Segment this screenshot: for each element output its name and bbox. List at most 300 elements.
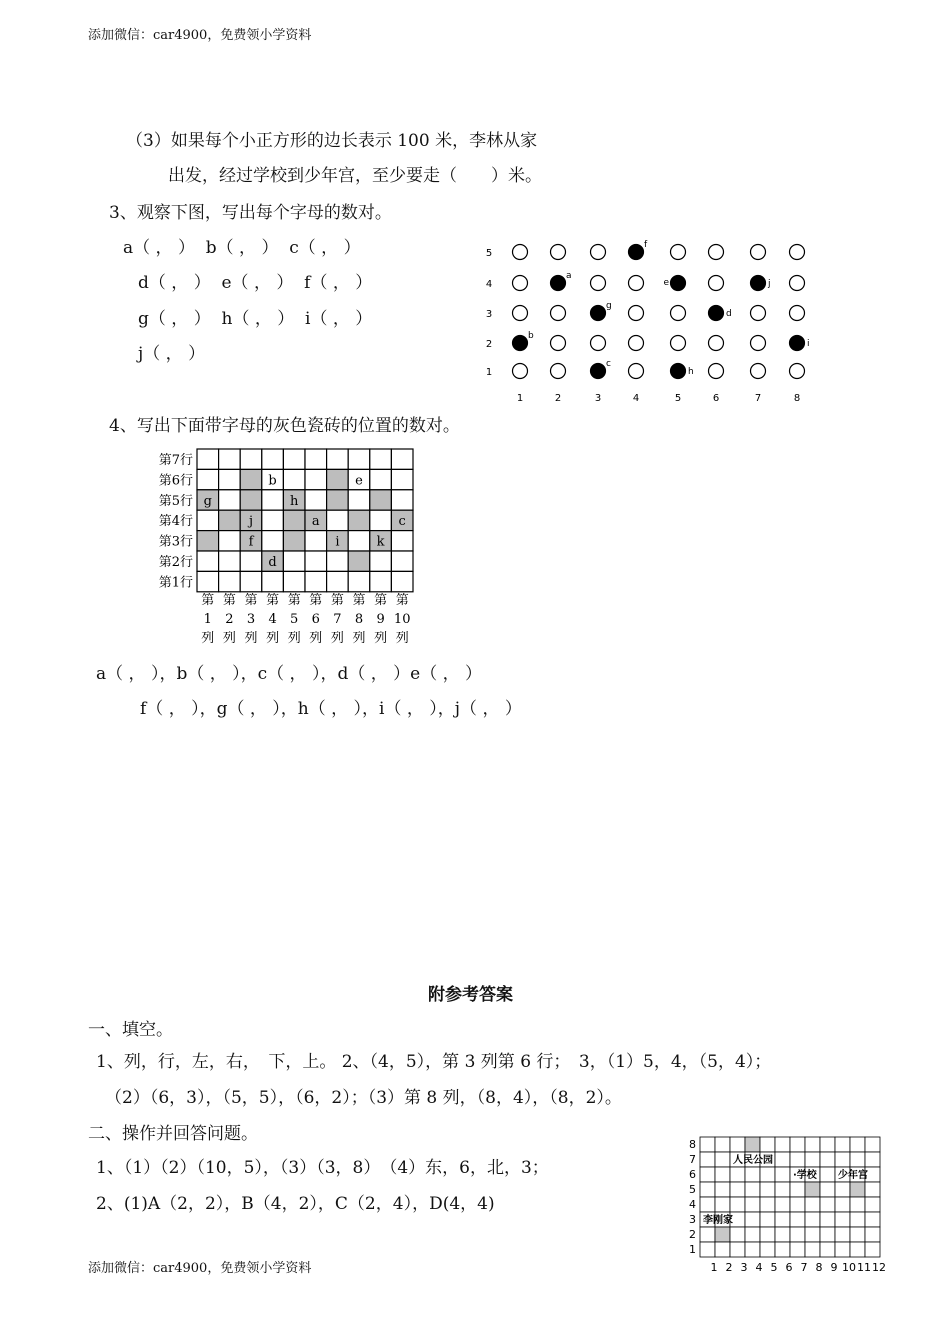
dot-grid-x-label: 4: [632, 393, 640, 404]
gray-tile: [240, 469, 262, 489]
map-x-label: 5: [770, 1261, 778, 1274]
filled-dot: [551, 276, 566, 291]
empty-dot: [629, 276, 644, 291]
map-cell: [700, 1242, 715, 1257]
empty-dot: [790, 276, 805, 291]
empty-dot: [751, 364, 766, 379]
empty-dot: [751, 336, 766, 351]
tile-letter: b: [268, 473, 277, 489]
s3-answer-row-2: d（ ， ） e（ ， ） f（ ， ）: [138, 273, 373, 293]
map-y-label: 1: [689, 1243, 696, 1256]
map-cell: [730, 1167, 745, 1182]
tile-letter: i: [335, 534, 340, 550]
tile-col-label: 第: [395, 593, 409, 608]
filled-dot: [671, 364, 686, 379]
dot-letter-label: h: [688, 367, 694, 377]
empty-dot: [629, 336, 644, 351]
map-cell: [865, 1152, 880, 1167]
map-cell: [820, 1167, 835, 1182]
tile-col-label: 9: [376, 612, 385, 627]
tile-col-label: 7: [333, 612, 342, 627]
map-cell: [715, 1242, 730, 1257]
map-cell: [865, 1137, 880, 1152]
map-cell: [730, 1182, 745, 1197]
white-tile: [283, 449, 305, 469]
map-cell: [820, 1242, 835, 1257]
tile-col-label: 第: [352, 593, 366, 608]
map-cell: [790, 1137, 805, 1152]
tile-col-label: 5: [290, 612, 299, 627]
map-cell: [820, 1182, 835, 1197]
tile-col-label: 第: [330, 593, 344, 608]
empty-dot: [513, 245, 528, 260]
map-place-label: 人民公园: [733, 1155, 773, 1166]
tile-col-label: 第: [244, 593, 258, 608]
answers-section2: 二、操作并回答问题。: [88, 1124, 258, 1144]
tile-row-label: 第2行: [158, 555, 193, 570]
tile-col-label: 第: [222, 593, 236, 608]
white-tile: [262, 490, 284, 510]
empty-dot: [591, 245, 606, 260]
empty-dot: [591, 336, 606, 351]
q3-line2: 出发，经过学校到少年宫，至少要走（ ）米。: [168, 166, 542, 186]
map-cell: [835, 1242, 850, 1257]
filled-dot: [591, 364, 606, 379]
s3-answer-row-4: j（ ， ）: [138, 344, 206, 364]
tile-col-label: 列: [244, 631, 258, 646]
filled-dot: [513, 336, 528, 351]
section3-title: 3、观察下图，写出每个字母的数对。: [109, 203, 392, 223]
empty-dot: [790, 245, 805, 260]
dot-grid-x-label: 2: [554, 393, 562, 404]
map-gray-cell: [805, 1182, 820, 1197]
map-cell: [730, 1242, 745, 1257]
map-y-label: 5: [689, 1183, 696, 1196]
white-tile: [370, 449, 392, 469]
tile-col-label: 第: [266, 593, 280, 608]
map-x-label: 3: [740, 1261, 748, 1274]
white-tile: [327, 449, 349, 469]
map-x-label: 10: [842, 1261, 856, 1274]
map-cell: [745, 1167, 760, 1182]
white-tile: [327, 510, 349, 530]
dot-grid-y-label: 2: [485, 339, 493, 350]
empty-dot: [751, 306, 766, 321]
white-tile: [262, 531, 284, 551]
section4-title: 4、写出下面带字母的灰色瓷砖的位置的数对。: [109, 416, 460, 436]
tile-letter: g: [203, 493, 212, 509]
map-x-label: 9: [830, 1261, 838, 1274]
map-cell: [745, 1212, 760, 1227]
white-tile: [219, 551, 241, 571]
empty-dot: [629, 364, 644, 379]
map-cell: [850, 1212, 865, 1227]
map-cell: [715, 1152, 730, 1167]
tile-col-label: 2: [225, 612, 234, 627]
map-cell: [775, 1152, 790, 1167]
map-cell: [835, 1182, 850, 1197]
dot-grid-x-label: 8: [793, 393, 801, 404]
tile-col-label: 列: [266, 631, 280, 646]
empty-dot: [513, 364, 528, 379]
map-cell: [775, 1167, 790, 1182]
gray-tile: [283, 531, 305, 551]
map-cell: [745, 1227, 760, 1242]
white-tile: [391, 531, 413, 551]
map-cell: [865, 1197, 880, 1212]
tile-row-label: 第4行: [158, 514, 193, 530]
white-tile: [391, 490, 413, 510]
tile-row-label: 第1行: [158, 575, 193, 591]
filled-dot: [751, 276, 766, 291]
tile-col-label: 10: [393, 612, 411, 627]
white-tile: [197, 571, 219, 591]
map-cell: [790, 1182, 805, 1197]
map-x-label: 12: [872, 1261, 886, 1274]
map-cell: [805, 1212, 820, 1227]
answers-line4: 2、(1)A（2，2），B（4，2），C（2，4），D(4，4): [96, 1194, 495, 1214]
map-cell: [700, 1167, 715, 1182]
map-cell: [835, 1197, 850, 1212]
map-cell: [835, 1137, 850, 1152]
s4-answer-row-2: f（ ， ），g（ ， ），h（ ， ），i（ ， ），j（ ， ）: [140, 699, 522, 719]
dot-grid-x-label: 1: [516, 393, 524, 404]
map-cell: [715, 1182, 730, 1197]
map-cell: [820, 1212, 835, 1227]
map-place-label: ·学校: [793, 1170, 817, 1181]
map-cell: [835, 1212, 850, 1227]
filled-dot: [629, 245, 644, 260]
filled-dot: [591, 306, 606, 321]
map-cell: [715, 1197, 730, 1212]
white-tile: [305, 551, 327, 571]
empty-dot: [551, 306, 566, 321]
tile-col-label: 8: [354, 612, 364, 627]
map-cell: [760, 1197, 775, 1212]
empty-dot: [513, 276, 528, 291]
map-cell: [760, 1242, 775, 1257]
white-tile: [305, 531, 327, 551]
white-tile: [305, 490, 327, 510]
empty-dot: [551, 245, 566, 260]
dot-letter-label: j: [768, 279, 771, 289]
gray-tile: [197, 531, 219, 551]
empty-dot: [513, 306, 528, 321]
empty-dot: [790, 364, 805, 379]
empty-dot: [551, 364, 566, 379]
gray-tile: [240, 490, 262, 510]
map-y-label: 2: [689, 1228, 696, 1241]
white-tile: [219, 469, 241, 489]
tile-letter: a: [311, 514, 320, 530]
white-tile: [370, 571, 392, 591]
dot-grid-y-label: 1: [485, 367, 493, 378]
tile-row-label: 第7行: [158, 453, 193, 468]
white-tile: [262, 449, 284, 469]
map-cell: [700, 1182, 715, 1197]
answers-section1: 一、填空。: [88, 1020, 173, 1040]
white-tile: [283, 551, 305, 571]
map-cell: [715, 1167, 730, 1182]
map-cell: [700, 1152, 715, 1167]
dot-grid-x-label: 3: [594, 393, 602, 404]
dot-letter-label: b: [528, 331, 534, 341]
dot-grid-x-label: 6: [712, 393, 720, 404]
empty-dot: [709, 364, 724, 379]
page-header: 添加微信：car4900，免费领小学资料: [88, 28, 312, 43]
white-tile: [348, 449, 370, 469]
tile-letter: d: [268, 555, 277, 570]
tile-letter: j: [248, 514, 254, 530]
map-cell: [790, 1242, 805, 1257]
map-cell: [790, 1227, 805, 1242]
mini-map-figure: [686, 1135, 886, 1280]
dot-letter-label: c: [606, 359, 611, 369]
map-cell: [715, 1137, 730, 1152]
page-footer: 添加微信：car4900，免费领小学资料: [88, 1261, 312, 1276]
tile-letter: f: [248, 534, 254, 550]
tile-col-label: 列: [309, 631, 323, 646]
dot-letter-label: i: [807, 339, 810, 349]
map-cell: [805, 1197, 820, 1212]
map-cell: [850, 1242, 865, 1257]
map-cell: [760, 1227, 775, 1242]
empty-dot: [751, 245, 766, 260]
gray-tile: [348, 551, 370, 571]
s3-answer-row-1: a（ ， ） b（ ， ） c（ ， ）: [123, 238, 361, 258]
map-x-label: 6: [785, 1261, 793, 1274]
white-tile: [240, 449, 262, 469]
tile-col-label: 列: [222, 631, 236, 646]
tile-grid-figure: [140, 446, 430, 646]
dot-grid-x-label: 5: [674, 393, 682, 404]
white-tile: [219, 571, 241, 591]
empty-dot: [709, 245, 724, 260]
map-cell: [700, 1137, 715, 1152]
white-tile: [197, 469, 219, 489]
tile-row-label: 第6行: [158, 473, 193, 489]
filled-dot: [790, 336, 805, 351]
tile-letter: k: [376, 534, 385, 550]
tile-col-label: 列: [395, 631, 409, 646]
white-tile: [348, 571, 370, 591]
map-y-label: 6: [689, 1168, 696, 1181]
dot-letter-label: a: [566, 271, 572, 281]
dot-grid-y-label: 3: [485, 309, 493, 320]
dot-letter-label: d: [726, 309, 732, 319]
map-cell: [850, 1152, 865, 1167]
tile-col-label: 1: [203, 612, 212, 627]
white-tile: [240, 571, 262, 591]
empty-dot: [671, 245, 686, 260]
tile-col-label: 列: [201, 631, 215, 646]
dot-grid-x-label: 7: [754, 393, 762, 404]
map-y-label: 7: [689, 1153, 696, 1166]
empty-dot: [709, 336, 724, 351]
tile-letter: e: [355, 473, 363, 489]
empty-dot: [591, 276, 606, 291]
tile-row-label: 第5行: [158, 493, 193, 509]
map-cell: [790, 1197, 805, 1212]
map-y-label: 3: [689, 1213, 696, 1226]
white-tile: [391, 449, 413, 469]
empty-dot: [790, 306, 805, 321]
white-tile: [219, 449, 241, 469]
map-cell: [805, 1152, 820, 1167]
tile-letter: h: [290, 493, 299, 509]
map-cell: [745, 1197, 760, 1212]
gray-tile: [219, 510, 241, 530]
white-tile: [283, 469, 305, 489]
map-cell: [805, 1242, 820, 1257]
white-tile: [283, 571, 305, 591]
gray-tile: [327, 469, 349, 489]
tile-col-label: 第: [201, 593, 215, 608]
answers-line1: 1、列，行，左，右， 下，上。 2、（4，5），第 3 列第 6 行； 3，（1）5，4，（5，4）；: [96, 1052, 772, 1072]
map-cell: [835, 1152, 850, 1167]
white-tile: [348, 531, 370, 551]
tile-col-label: 6: [311, 612, 320, 627]
map-cell: [850, 1137, 865, 1152]
empty-dot: [671, 336, 686, 351]
dot-grid-y-label: 5: [485, 248, 493, 259]
tile-col-label: 列: [330, 631, 344, 646]
empty-dot: [671, 306, 686, 321]
empty-dot: [709, 276, 724, 291]
dot-letter-label: g: [606, 301, 612, 311]
gray-tile: [348, 510, 370, 530]
map-cell: [820, 1137, 835, 1152]
s3-answer-row-3: g（ ， ） h（ ， ） i（ ， ）: [138, 309, 373, 329]
map-place-label: 李刚家: [703, 1215, 733, 1226]
map-gray-cell: [745, 1137, 760, 1152]
white-tile: [391, 551, 413, 571]
map-cell: [730, 1197, 745, 1212]
map-cell: [775, 1242, 790, 1257]
map-cell: [760, 1167, 775, 1182]
white-tile: [197, 510, 219, 530]
gray-tile: [370, 490, 392, 510]
white-tile: [262, 571, 284, 591]
map-x-label: 8: [815, 1261, 823, 1274]
map-cell: [790, 1152, 805, 1167]
white-tile: [370, 551, 392, 571]
tile-row-label: 第3行: [158, 534, 193, 550]
tile-col-label: 第: [309, 593, 323, 608]
white-tile: [305, 449, 327, 469]
tile-col-label: 3: [246, 612, 256, 627]
filled-dot: [671, 276, 686, 291]
gray-tile: [327, 490, 349, 510]
q3-line1: （3）如果每个小正方形的边长表示 100 米，李林从家: [126, 131, 538, 151]
map-x-label: 2: [725, 1261, 733, 1274]
map-cell: [745, 1182, 760, 1197]
white-tile: [305, 571, 327, 591]
map-cell: [775, 1137, 790, 1152]
map-cell: [820, 1152, 835, 1167]
tile-col-label: 第: [287, 593, 301, 608]
empty-dot: [551, 336, 566, 351]
map-x-label: 1: [710, 1261, 718, 1274]
white-tile: [391, 469, 413, 489]
map-cell: [730, 1227, 745, 1242]
dot-letter-label: e: [663, 278, 669, 288]
tile-col-label: 4: [268, 612, 277, 627]
map-cell: [865, 1242, 880, 1257]
map-cell: [865, 1212, 880, 1227]
map-place-label: 少年宫: [838, 1170, 868, 1181]
map-cell: [775, 1197, 790, 1212]
map-cell: [760, 1212, 775, 1227]
dot-grid-figure: [478, 236, 818, 406]
white-tile: [370, 469, 392, 489]
map-cell: [820, 1197, 835, 1212]
white-tile: [240, 551, 262, 571]
gray-tile: [283, 510, 305, 530]
white-tile: [370, 510, 392, 530]
map-cell: [700, 1227, 715, 1242]
answers-line3: 1、（1）（2）（10，5），（3）（3，8） （4）东，6，北，3；: [96, 1158, 549, 1178]
map-gray-cell: [850, 1182, 865, 1197]
white-tile: [197, 449, 219, 469]
map-cell: [745, 1242, 760, 1257]
white-tile: [305, 469, 327, 489]
white-tile: [219, 531, 241, 551]
white-tile: [348, 490, 370, 510]
map-x-label: 7: [800, 1261, 808, 1274]
map-cell: [775, 1227, 790, 1242]
map-x-label: 11: [857, 1261, 871, 1274]
map-cell: [850, 1197, 865, 1212]
map-x-label: 4: [755, 1261, 763, 1274]
map-cell: [805, 1227, 820, 1242]
map-cell: [775, 1212, 790, 1227]
map-cell: [820, 1227, 835, 1242]
map-y-label: 4: [689, 1198, 696, 1211]
tile-col-label: 列: [374, 631, 388, 646]
filled-dot: [709, 306, 724, 321]
map-cell: [835, 1227, 850, 1242]
map-cell: [790, 1212, 805, 1227]
map-cell: [730, 1137, 745, 1152]
map-cell: [850, 1227, 865, 1242]
empty-dot: [629, 306, 644, 321]
map-cell: [760, 1137, 775, 1152]
tile-col-label: 列: [352, 631, 366, 646]
white-tile: [327, 551, 349, 571]
dot-letter-label: f: [644, 240, 648, 250]
tile-col-label: 第: [374, 593, 388, 608]
white-tile: [391, 571, 413, 591]
white-tile: [262, 510, 284, 530]
tile-letter: c: [398, 514, 406, 530]
map-cell: [700, 1197, 715, 1212]
map-cell: [760, 1182, 775, 1197]
white-tile: [327, 571, 349, 591]
dot-grid-y-label: 4: [485, 279, 493, 290]
map-cell: [775, 1182, 790, 1197]
tile-col-label: 列: [287, 631, 301, 646]
white-tile: [197, 551, 219, 571]
answers-line2: （2）（6，3），（5，5），（6，2）；（3）第 8 列，（8，4），（8，2）。: [105, 1088, 622, 1108]
map-cell: [805, 1137, 820, 1152]
map-y-label: 8: [689, 1138, 696, 1151]
map-cell: [865, 1182, 880, 1197]
map-gray-cell: [715, 1227, 730, 1242]
white-tile: [219, 490, 241, 510]
map-cell: [865, 1227, 880, 1242]
s4-answer-row-1: a（ ， ），b（ ， ），c（ ， ），d（ ， ）e（ ， ）: [96, 664, 483, 684]
